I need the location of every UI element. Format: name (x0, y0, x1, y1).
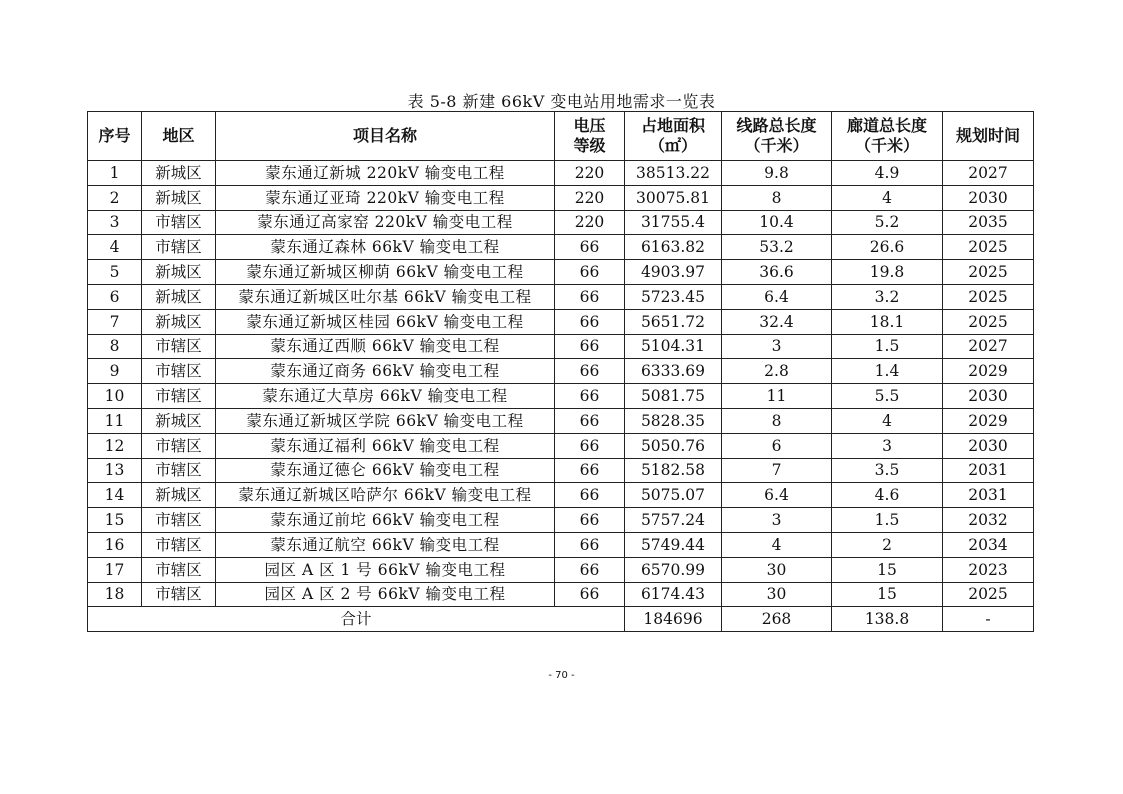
cell-corridor-length: 3.5 (832, 458, 943, 483)
cell-project-name: 蒙东通辽新城区吐尔基 66kV 输变电工程 (216, 284, 555, 309)
cell-voltage: 66 (555, 532, 625, 557)
cell-line-length: 2.8 (722, 359, 832, 384)
cell-area: 6174.43 (625, 582, 722, 607)
cell-seq: 11 (88, 408, 142, 433)
total-label: 合计 (88, 607, 625, 632)
cell-plan-time: 2030 (943, 384, 1034, 409)
header-corridor-line1: 廊道总长度 (846, 116, 927, 135)
table-row (88, 384, 1034, 409)
header-area (625, 112, 722, 161)
cell-plan-time: 2025 (943, 284, 1034, 309)
cell-corridor-length: 5.5 (832, 384, 943, 409)
cell-line-length: 3 (722, 334, 832, 359)
cell-region: 市辖区 (142, 235, 216, 260)
cell-plan-time: 2030 (943, 433, 1034, 458)
cell-region: 新城区 (142, 161, 216, 186)
cell-corridor-length: 1.5 (832, 334, 943, 359)
total-row (88, 607, 1034, 632)
cell-line-length: 10.4 (722, 210, 832, 235)
cell-plan-time: 2035 (943, 210, 1034, 235)
cell-line-length: 36.6 (722, 260, 832, 285)
cell-corridor-length: 5.2 (832, 210, 943, 235)
cell-corridor-length: 15 (832, 582, 943, 607)
cell-corridor-length: 4.9 (832, 161, 943, 186)
cell-voltage: 66 (555, 235, 625, 260)
cell-area: 5651.72 (625, 309, 722, 334)
cell-area: 5723.45 (625, 284, 722, 309)
cell-region: 市辖区 (142, 384, 216, 409)
cell-corridor-length: 18.1 (832, 309, 943, 334)
cell-line-length: 11 (722, 384, 832, 409)
cell-line-length: 8 (722, 408, 832, 433)
cell-seq: 18 (88, 582, 142, 607)
header-project: 项目名称 (216, 112, 555, 161)
cell-corridor-length: 4 (832, 185, 943, 210)
cell-seq: 9 (88, 359, 142, 384)
cell-area: 5182.58 (625, 458, 722, 483)
cell-project-name: 园区 A 区 1 号 66kV 输变电工程 (216, 557, 555, 582)
cell-voltage: 66 (555, 582, 625, 607)
cell-line-length: 6.4 (722, 284, 832, 309)
cell-line-length: 4 (722, 532, 832, 557)
cell-project-name: 蒙东通辽德仑 66kV 输变电工程 (216, 458, 555, 483)
cell-plan-time: 2030 (943, 185, 1034, 210)
cell-seq: 4 (88, 235, 142, 260)
table-caption: 表 5-8 新建 66kV 变电站用地需求一览表 (407, 92, 716, 111)
cell-seq: 2 (88, 185, 142, 210)
cell-seq: 8 (88, 334, 142, 359)
cell-plan-time: 2034 (943, 532, 1034, 557)
table-header-row (88, 112, 1034, 161)
cell-corridor-length: 3.2 (832, 284, 943, 309)
cell-seq: 12 (88, 433, 142, 458)
cell-project-name: 蒙东通辽前坨 66kV 输变电工程 (216, 508, 555, 533)
table-row (88, 161, 1034, 186)
cell-area: 5757.24 (625, 508, 722, 533)
cell-plan-time: 2031 (943, 483, 1034, 508)
cell-voltage: 66 (555, 508, 625, 533)
cell-corridor-length: 15 (832, 557, 943, 582)
header-voltage-line1: 电压 (573, 116, 606, 135)
cell-corridor-length: 1.5 (832, 508, 943, 533)
cell-seq: 1 (88, 161, 142, 186)
cell-plan-time: 2025 (943, 309, 1034, 334)
cell-region: 市辖区 (142, 532, 216, 557)
cell-voltage: 220 (555, 210, 625, 235)
cell-region: 市辖区 (142, 458, 216, 483)
cell-line-length: 53.2 (722, 235, 832, 260)
header-plan-time: 规划时间 (943, 112, 1034, 161)
cell-seq: 15 (88, 508, 142, 533)
cell-region: 市辖区 (142, 210, 216, 235)
cell-region: 新城区 (142, 309, 216, 334)
cell-voltage: 220 (555, 161, 625, 186)
cell-project-name: 蒙东通辽福利 66kV 输变电工程 (216, 433, 555, 458)
cell-corridor-length: 1.4 (832, 359, 943, 384)
cell-project-name: 蒙东通辽新城 220kV 输变电工程 (216, 161, 555, 186)
cell-voltage: 66 (555, 309, 625, 334)
table-row (88, 309, 1034, 334)
cell-voltage: 66 (555, 284, 625, 309)
cell-area: 5104.31 (625, 334, 722, 359)
cell-line-length: 32.4 (722, 309, 832, 334)
header-line-length-line2: （千米） (744, 136, 809, 155)
cell-region: 新城区 (142, 260, 216, 285)
header-corridor-length (832, 112, 943, 161)
cell-voltage: 66 (555, 334, 625, 359)
cell-voltage: 66 (555, 433, 625, 458)
cell-region: 新城区 (142, 185, 216, 210)
cell-voltage: 66 (555, 483, 625, 508)
cell-corridor-length: 3 (832, 433, 943, 458)
cell-line-length: 30 (722, 557, 832, 582)
cell-plan-time: 2032 (943, 508, 1034, 533)
table-row (88, 458, 1034, 483)
table-row (88, 284, 1034, 309)
cell-region: 市辖区 (142, 359, 216, 384)
header-line-length (722, 112, 832, 161)
table-row (88, 235, 1034, 260)
table-row (88, 483, 1034, 508)
cell-region: 新城区 (142, 284, 216, 309)
cell-plan-time: 2025 (943, 235, 1034, 260)
cell-corridor-length: 4 (832, 408, 943, 433)
cell-plan-time: 2029 (943, 408, 1034, 433)
cell-seq: 6 (88, 284, 142, 309)
cell-region: 市辖区 (142, 334, 216, 359)
table-row (88, 210, 1034, 235)
cell-line-length: 6.4 (722, 483, 832, 508)
table-row (88, 185, 1034, 210)
cell-corridor-length: 4.6 (832, 483, 943, 508)
cell-voltage: 66 (555, 458, 625, 483)
total-line-length: 268 (722, 607, 832, 632)
header-voltage (555, 112, 625, 161)
cell-region: 新城区 (142, 483, 216, 508)
table-row (88, 408, 1034, 433)
cell-corridor-length: 2 (832, 532, 943, 557)
cell-seq: 14 (88, 483, 142, 508)
cell-area: 5050.76 (625, 433, 722, 458)
cell-voltage: 66 (555, 408, 625, 433)
cell-region: 市辖区 (142, 508, 216, 533)
cell-plan-time: 2023 (943, 557, 1034, 582)
cell-seq: 10 (88, 384, 142, 409)
cell-area: 5828.35 (625, 408, 722, 433)
cell-seq: 17 (88, 557, 142, 582)
cell-voltage: 220 (555, 185, 625, 210)
cell-project-name: 蒙东通辽新城区学院 66kV 输变电工程 (216, 408, 555, 433)
cell-region: 新城区 (142, 408, 216, 433)
table-row (88, 508, 1034, 533)
table-row (88, 359, 1034, 384)
table-row (88, 260, 1034, 285)
cell-area: 5081.75 (625, 384, 722, 409)
total-area: 184696 (625, 607, 722, 632)
table-row (88, 433, 1034, 458)
header-corridor-line2: （千米） (854, 136, 919, 155)
total-plan-time: - (943, 607, 1034, 632)
total-corridor-length: 138.8 (832, 607, 943, 632)
cell-area: 4903.97 (625, 260, 722, 285)
header-seq: 序号 (88, 112, 142, 161)
cell-voltage: 66 (555, 359, 625, 384)
table-row (88, 532, 1034, 557)
cell-seq: 3 (88, 210, 142, 235)
cell-project-name: 蒙东通辽西顺 66kV 输变电工程 (216, 334, 555, 359)
header-area-line2: （㎡） (648, 136, 697, 155)
page-number: - 70 - (548, 670, 575, 681)
header-voltage-line2: 等级 (573, 136, 606, 155)
cell-project-name: 蒙东通辽新城区哈萨尔 66kV 输变电工程 (216, 483, 555, 508)
cell-seq: 7 (88, 309, 142, 334)
cell-plan-time: 2025 (943, 582, 1034, 607)
cell-area: 6163.82 (625, 235, 722, 260)
header-line-length-line1: 线路总长度 (736, 116, 817, 135)
cell-area: 5749.44 (625, 532, 722, 557)
cell-region: 市辖区 (142, 433, 216, 458)
substation-land-table (87, 111, 1034, 632)
cell-area: 6570.99 (625, 557, 722, 582)
cell-plan-time: 2031 (943, 458, 1034, 483)
cell-region: 市辖区 (142, 557, 216, 582)
cell-line-length: 8 (722, 185, 832, 210)
table-row (88, 334, 1034, 359)
cell-area: 5075.07 (625, 483, 722, 508)
cell-project-name: 蒙东通辽亚琦 220kV 输变电工程 (216, 185, 555, 210)
cell-corridor-length: 19.8 (832, 260, 943, 285)
cell-project-name: 蒙东通辽大草房 66kV 输变电工程 (216, 384, 555, 409)
cell-area: 6333.69 (625, 359, 722, 384)
header-area-line1: 占地面积 (640, 116, 705, 135)
cell-line-length: 9.8 (722, 161, 832, 186)
cell-line-length: 30 (722, 582, 832, 607)
cell-project-name: 蒙东通辽新城区桂园 66kV 输变电工程 (216, 309, 555, 334)
cell-line-length: 7 (722, 458, 832, 483)
cell-plan-time: 2025 (943, 260, 1034, 285)
cell-plan-time: 2029 (943, 359, 1034, 384)
cell-voltage: 66 (555, 557, 625, 582)
cell-project-name: 园区 A 区 2 号 66kV 输变电工程 (216, 582, 555, 607)
cell-seq: 16 (88, 532, 142, 557)
cell-seq: 13 (88, 458, 142, 483)
header-region: 地区 (142, 112, 216, 161)
table-row (88, 582, 1034, 607)
cell-corridor-length: 26.6 (832, 235, 943, 260)
cell-area: 31755.4 (625, 210, 722, 235)
cell-line-length: 6 (722, 433, 832, 458)
cell-voltage: 66 (555, 260, 625, 285)
cell-voltage: 66 (555, 384, 625, 409)
cell-project-name: 蒙东通辽高家窑 220kV 输变电工程 (216, 210, 555, 235)
cell-area: 30075.81 (625, 185, 722, 210)
cell-project-name: 蒙东通辽商务 66kV 输变电工程 (216, 359, 555, 384)
cell-project-name: 蒙东通辽航空 66kV 输变电工程 (216, 532, 555, 557)
cell-project-name: 蒙东通辽新城区柳荫 66kV 输变电工程 (216, 260, 555, 285)
cell-plan-time: 2027 (943, 334, 1034, 359)
cell-seq: 5 (88, 260, 142, 285)
cell-project-name: 蒙东通辽森林 66kV 输变电工程 (216, 235, 555, 260)
table-row (88, 557, 1034, 582)
cell-line-length: 3 (722, 508, 832, 533)
cell-region: 市辖区 (142, 582, 216, 607)
cell-area: 38513.22 (625, 161, 722, 186)
table-body (88, 161, 1034, 607)
cell-plan-time: 2027 (943, 161, 1034, 186)
